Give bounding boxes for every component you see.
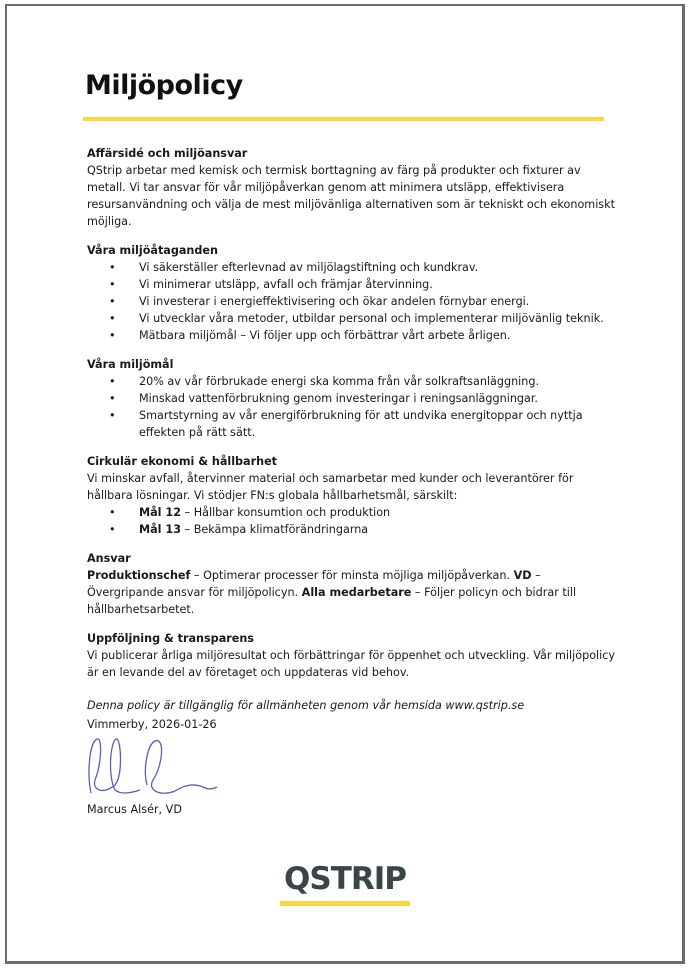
signature-icon bbox=[85, 735, 235, 795]
list-item: • Vi utvecklar våra metoder, utbildar personal och implementerar miljövänlig teknik. bbox=[139, 310, 617, 327]
un-goals-list bbox=[87, 504, 617, 538]
signer-name: Marcus Alsér, VD bbox=[87, 803, 182, 816]
section-circular bbox=[87, 453, 617, 538]
section-heading: Cirkulär ekonomi & hållbarhet bbox=[87, 455, 278, 468]
role-text: – Optimerar processer för minsta möjliga miljöpåverkan. bbox=[190, 569, 514, 582]
role-label: Produktionschef bbox=[87, 569, 191, 582]
list-item: • Mätbara miljömål – Vi följer upp och förbättrar vårt arbete årligen. bbox=[139, 327, 617, 344]
list-item: • Vi minimerar utsläpp, avfall och främjar återvinning. bbox=[139, 276, 617, 293]
goal-text: – Hållbar konsumtion och produktion bbox=[180, 506, 391, 519]
section-heading: Affärsidé och miljöansvar bbox=[87, 147, 248, 160]
title-accent-rule bbox=[83, 117, 604, 121]
role-label: VD bbox=[513, 569, 532, 582]
place-date: Vimmerby, 2026-01-26 bbox=[87, 718, 217, 731]
logo-wordmark: QSTRIP bbox=[284, 861, 406, 897]
section-goals bbox=[87, 356, 617, 441]
section-heading: Våra miljöåtaganden bbox=[87, 244, 218, 257]
list-item: • 20% av vår förbrukade energi ska komma från vår solkraftsanläggning. bbox=[139, 373, 617, 390]
section-business bbox=[87, 145, 617, 230]
role-label: Alla medarbetare bbox=[301, 586, 412, 599]
section-responsibility bbox=[87, 550, 617, 618]
section-paragraph: Vi minskar avfall, återvinner material och samarbetar med kunder och leverantörer för hållbara lösningar. Vi stödjer FN:s globala hållbarhetsmål, särskilt: bbox=[87, 472, 574, 502]
section-heading: Ansvar bbox=[87, 552, 131, 565]
goal-text: – Bekämpa klimatförändringarna bbox=[180, 523, 369, 536]
role-text: – Övergripande ansvar för miljöpolicyn. bbox=[87, 569, 541, 599]
section-heading: Våra miljömål bbox=[87, 358, 174, 371]
list-item: • Vi investerar i energieffektivisering och ökar andelen förnybar energi. bbox=[139, 293, 617, 310]
availability-note: Denna policy är tillgänglig för allmänheten genom vår hemsida www.qstrip.se bbox=[87, 699, 525, 712]
role-text: – Följer policyn och bidrar till hållbarhetsarbetet. bbox=[87, 586, 577, 616]
document-body bbox=[87, 145, 617, 714]
goal-label: Mål 12 bbox=[139, 506, 181, 519]
section-paragraph bbox=[87, 567, 617, 618]
section-paragraph: Vi publicerar årliga miljöresultat och förbättringar för öppenhet och utveckling. Vår miljöpolicy är en levande del av företaget och uppdateras vid behov. bbox=[87, 649, 616, 679]
list-item: • Vi säkerställer efterlevnad av miljölagstiftning och kundkrav. bbox=[139, 259, 617, 276]
list-item: • Smartstyrning av vår energiförbrukning för att undvika energitoppar och nyttja effekten på rätt sätt. bbox=[139, 407, 617, 441]
goals-list bbox=[87, 373, 617, 441]
company-logo bbox=[278, 862, 412, 906]
list-item bbox=[139, 504, 617, 521]
list-item bbox=[139, 521, 617, 538]
section-followup bbox=[87, 630, 617, 681]
page-title: Miljöpolicy bbox=[85, 70, 243, 101]
section-heading: Uppföljning & transparens bbox=[87, 632, 254, 645]
logo-accent-rule bbox=[280, 901, 410, 906]
commitments-list bbox=[87, 259, 617, 344]
section-commitments bbox=[87, 242, 617, 344]
goal-label: Mål 13 bbox=[139, 523, 181, 536]
section-paragraph: QStrip arbetar med kemisk och termisk borttagning av färg på produkter och fixturer av metall. Vi tar ansvar för vår miljöpåverkan genom att minimera utsläpp, effektivisera resursanvändning och välja de mest miljövänliga alternativen som är tekniskt och ekonomiskt möjliga. bbox=[87, 164, 615, 228]
list-item: • Minskad vattenförbrukning genom investeringar i reningsanläggningar. bbox=[139, 390, 617, 407]
